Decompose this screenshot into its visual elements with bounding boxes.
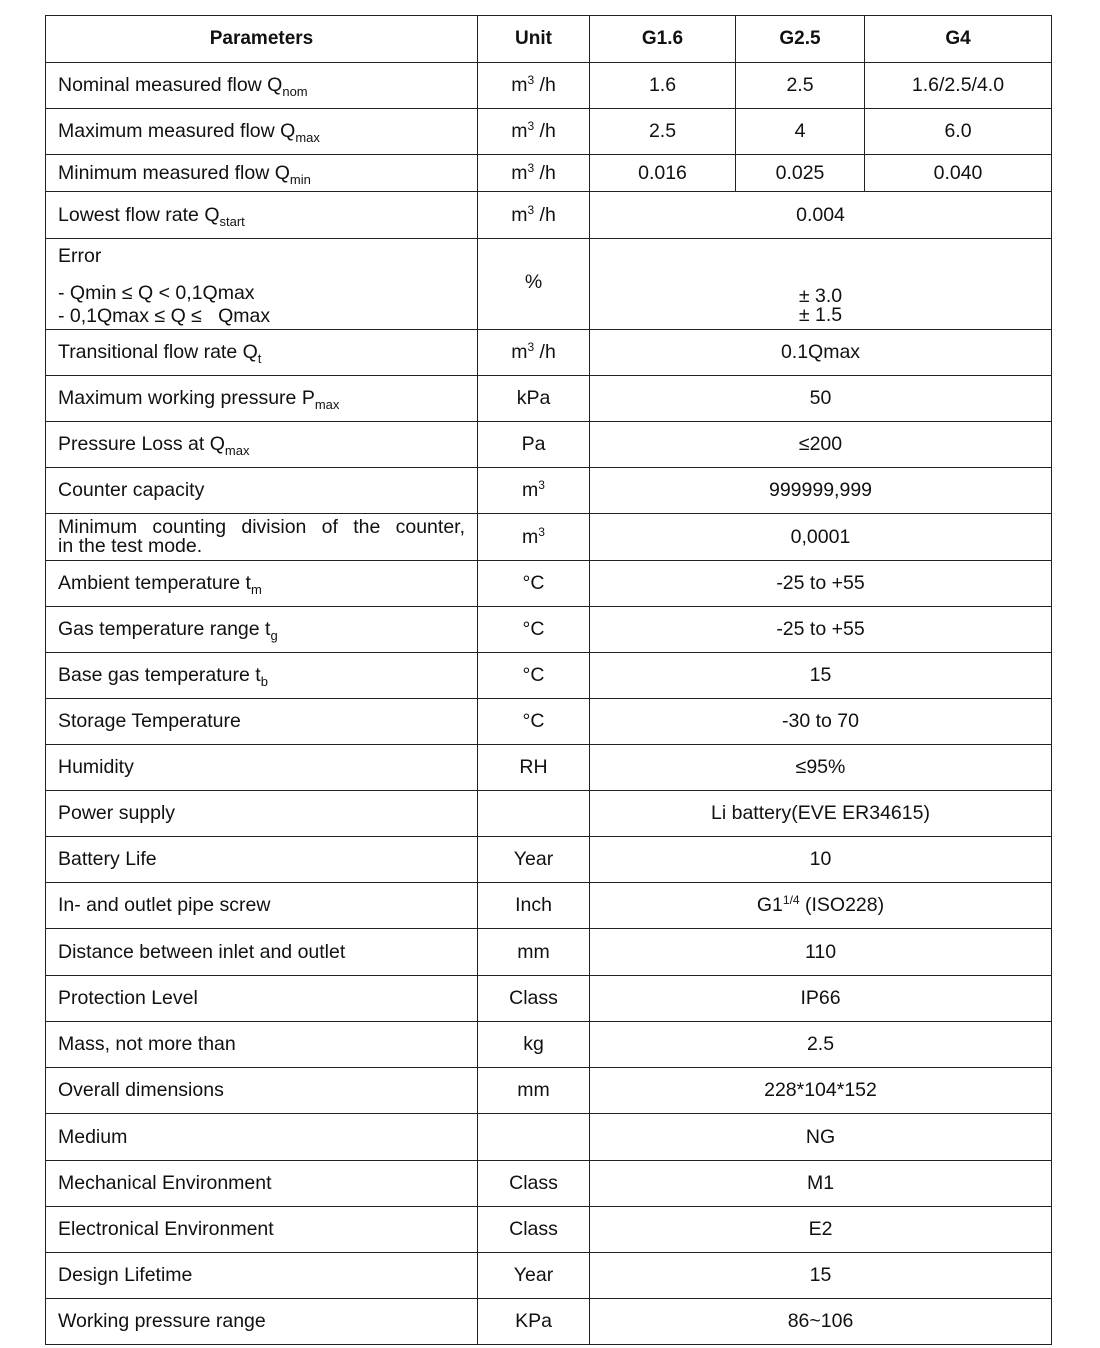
table-row [46, 63, 1052, 109]
param-label: Error - Qmin ≤ Q < 0,1Qmax - 0,1Qmax ≤ Q ≤ Qmax [46, 239, 478, 330]
table-row [46, 109, 1052, 155]
table-row [46, 192, 1052, 239]
table-row [46, 330, 1052, 376]
value-all: 0.1Qmax [590, 330, 1052, 376]
value-g25: 2.5 [736, 63, 865, 109]
table-row [46, 1068, 1052, 1114]
table-row [46, 1114, 1052, 1161]
table-row [46, 837, 1052, 883]
value-all: -30 to 70 [590, 699, 1052, 745]
unit-cell: Inch [478, 883, 590, 929]
unit-cell: Pa [478, 422, 590, 468]
unit-cell: °C [478, 607, 590, 653]
value-all: E2 [590, 1207, 1052, 1253]
unit-cell: $m^3$ [478, 468, 590, 514]
table-row [46, 607, 1052, 653]
unit-cell: KPa [478, 1299, 590, 1345]
table-row [46, 561, 1052, 607]
param-label: Minimum counting division of the counter, in the test mode. [46, 514, 478, 561]
table-row [46, 653, 1052, 699]
param-label: Pressure Loss at $Q_{max}$ [46, 422, 478, 468]
unit-cell: RH [478, 745, 590, 791]
param-label: Working pressure range [46, 1299, 478, 1345]
value-all: 228*104*152 [590, 1068, 1052, 1114]
value-all: 999999,999 [590, 468, 1052, 514]
value-all: 0.004 [590, 192, 1052, 239]
value-all: 0,0001 [590, 514, 1052, 561]
table-row [46, 699, 1052, 745]
value-all: ≤200 [590, 422, 1052, 468]
value-all: M1 [590, 1161, 1052, 1207]
param-label: Base gas temperature $t_b$ [46, 653, 478, 699]
param-label: Ambient temperature $t_m$ [46, 561, 478, 607]
value-all: ± 3.0 ± 1.5 [590, 239, 1052, 330]
table-row [46, 1299, 1052, 1345]
table-row [46, 1161, 1052, 1207]
value-all: 10 [590, 837, 1052, 883]
param-label: Storage Temperature [46, 699, 478, 745]
value-all: IP66 [590, 976, 1052, 1022]
unit-cell: kPa [478, 376, 590, 422]
table-row [46, 422, 1052, 468]
unit-cell: $m^3$ /h [478, 109, 590, 155]
value-all: 110 [590, 929, 1052, 976]
unit-cell [478, 791, 590, 837]
unit-cell: $m^3$ [478, 514, 590, 561]
value-all: 50 [590, 376, 1052, 422]
param-label: Power supply [46, 791, 478, 837]
value-g16: 1.6 [590, 63, 736, 109]
value-all: ≤95% [590, 745, 1052, 791]
value-all: $G1^{1/4}$ (ISO228) [590, 883, 1052, 929]
unit-cell: $m^3$ /h [478, 330, 590, 376]
unit-cell: Year [478, 1253, 590, 1299]
table-row [46, 514, 1052, 561]
table-row [46, 1022, 1052, 1068]
value-all: 15 [590, 653, 1052, 699]
param-label: Distance between inlet and outlet [46, 929, 478, 976]
value-all: -25 to +55 [590, 607, 1052, 653]
param-label: Design Lifetime [46, 1253, 478, 1299]
param-label: Gas temperature range $t_g$ [46, 607, 478, 653]
param-label: Humidity [46, 745, 478, 791]
unit-cell: % [478, 239, 590, 330]
table-row [46, 791, 1052, 837]
param-label: Protection Level [46, 976, 478, 1022]
specification-table [45, 15, 1052, 1345]
header-g25: G2.5 [736, 16, 865, 63]
header-parameters: Parameters [46, 16, 478, 63]
value-all: 86~106 [590, 1299, 1052, 1345]
table-row [46, 929, 1052, 976]
value-g25: 0.025 [736, 155, 865, 192]
unit-cell: °C [478, 653, 590, 699]
table-row [46, 1253, 1052, 1299]
unit-cell: $m^3$ /h [478, 155, 590, 192]
value-all: Li battery(EVE ER34615) [590, 791, 1052, 837]
param-label: Medium [46, 1114, 478, 1161]
header-g4: G4 [865, 16, 1052, 63]
value-all: 2.5 [590, 1022, 1052, 1068]
value-g4: 1.6/2.5/4.0 [865, 63, 1052, 109]
table-row [46, 468, 1052, 514]
unit-cell: °C [478, 561, 590, 607]
header-unit: Unit [478, 16, 590, 63]
param-label: Maximum working pressure $P_{max}$ [46, 376, 478, 422]
param-label: Transitional flow rate $Q_t$ [46, 330, 478, 376]
table-row [46, 745, 1052, 791]
param-label: Mechanical Environment [46, 1161, 478, 1207]
param-label: Lowest flow rate $Q_{start}$ [46, 192, 478, 239]
unit-cell: Year [478, 837, 590, 883]
param-label: Maximum measured flow $Q_{max}$ [46, 109, 478, 155]
value-g4: 0.040 [865, 155, 1052, 192]
value-g16: 0.016 [590, 155, 736, 192]
unit-cell: mm [478, 1068, 590, 1114]
value-all: -25 to +55 [590, 561, 1052, 607]
header-row [46, 16, 1052, 63]
value-g25: 4 [736, 109, 865, 155]
table-row [46, 376, 1052, 422]
unit-cell [478, 1114, 590, 1161]
param-label: Minimum measured flow $Q_{min}$ [46, 155, 478, 192]
param-label: Nominal measured flow $Q_{nom}$ [46, 63, 478, 109]
unit-cell: $m^3$ /h [478, 192, 590, 239]
param-label: Counter capacity [46, 468, 478, 514]
value-all: 15 [590, 1253, 1052, 1299]
table-row [46, 155, 1052, 192]
param-label: Overall dimensions [46, 1068, 478, 1114]
value-g4: 6.0 [865, 109, 1052, 155]
param-label: Mass, not more than [46, 1022, 478, 1068]
value-all: NG [590, 1114, 1052, 1161]
unit-cell: $m^3$ /h [478, 63, 590, 109]
unit-cell: kg [478, 1022, 590, 1068]
param-label: Electronical Environment [46, 1207, 478, 1253]
value-g16: 2.5 [590, 109, 736, 155]
unit-cell: Class [478, 976, 590, 1022]
unit-cell: mm [478, 929, 590, 976]
param-label: Battery Life [46, 837, 478, 883]
table-row [46, 1207, 1052, 1253]
table-row [46, 239, 1052, 330]
unit-cell: Class [478, 1161, 590, 1207]
param-label: In- and outlet pipe screw [46, 883, 478, 929]
table-row [46, 976, 1052, 1022]
unit-cell: °C [478, 699, 590, 745]
header-g16: G1.6 [590, 16, 736, 63]
unit-cell: Class [478, 1207, 590, 1253]
table-row [46, 883, 1052, 929]
